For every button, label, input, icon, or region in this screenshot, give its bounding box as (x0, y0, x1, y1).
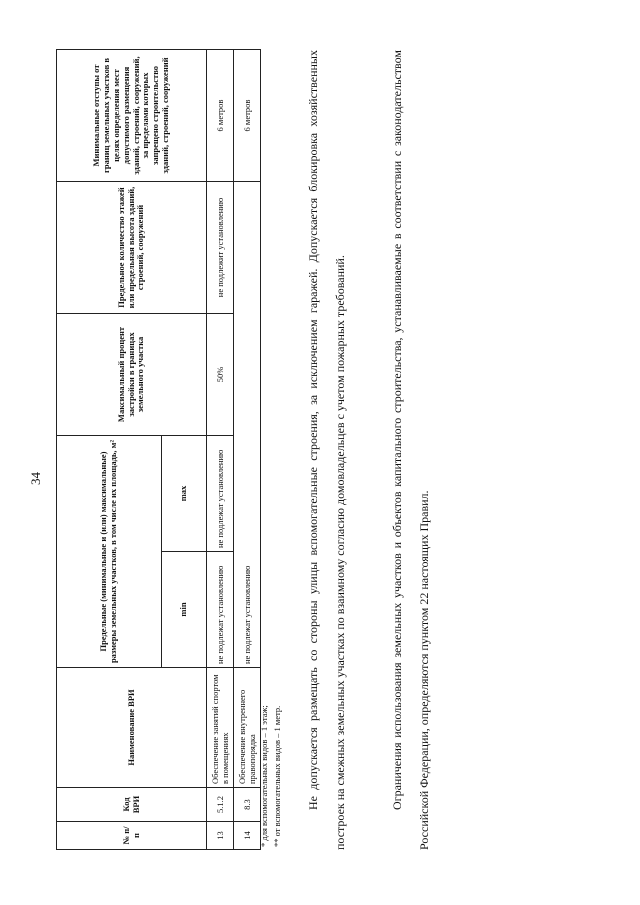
cell-max: не подлежат установлению (207, 436, 234, 552)
cell-name: Обеспечение занятий спортом в помещениях (207, 668, 234, 788)
header-min: min (162, 552, 207, 668)
footnotes (258, 705, 284, 847)
header-code: Код ВРИ (57, 788, 207, 822)
footnote: ** от вспомогательных видов – 1 метр. (272, 705, 283, 847)
cell-num: 13 (207, 822, 234, 850)
paragraph: Ограничения использования земельных участков и объектов капитального строительства, устанавливаемые в соответствии с законодательством Российской Федерации, определяются пунктом 22 настоящих Правил. (390, 50, 431, 850)
header-name: Наименование ВРИ (57, 668, 207, 788)
page-number: 34 (28, 472, 43, 485)
cell-code: 8.3 (234, 788, 261, 822)
header-sizes: Предельные (минимальные и (или) максимальные) размеры земельных участков, в том числе их площадь, м² (57, 436, 162, 668)
cell-percent: 50% (207, 314, 234, 436)
table-row (207, 50, 234, 850)
header-max: max (162, 436, 207, 552)
cell-code: 5.1.2 (207, 788, 234, 822)
table-header-row (57, 50, 162, 850)
cell-name: Обеспечение внутреннего правопорядка (234, 668, 261, 788)
zoning-parameters-table (56, 49, 261, 850)
cell-setback: 6 метров (234, 50, 261, 182)
header-percent: Максимальный процент застройки в границах земельного участка (57, 314, 207, 436)
cell-floors: не подлежит установлению (207, 182, 234, 314)
table-row (234, 50, 261, 850)
footnote: * для вспомогательных видов – 1 этаж; (259, 705, 269, 847)
cell-min: не подлежат установлению (207, 552, 234, 668)
cell-setback: 6 метров (207, 50, 234, 182)
header-num: № п/п (57, 822, 207, 850)
header-floors: Предельное количество этажей или предельная высота зданий, строений, сооружений (57, 182, 207, 314)
header-setbacks: Минимальные отступы от границ земельных участков в целях определения мест допустимого размещения зданий, строений, сооружений, за пределами которых запрещено строительство зданий, строений, сооружений (57, 50, 207, 182)
paragraph: Не допускается размещать со стороны улицы вспомогательные строения, за исключением гаражей. Допускается блокировка хозяйственных построек на смежных земельных участках по взаимному согласию домовладельцев с учетом пожарных требований. (306, 50, 347, 850)
cell-merged-sizes: не подлежат установлению (234, 182, 261, 668)
cell-num: 14 (234, 822, 261, 850)
